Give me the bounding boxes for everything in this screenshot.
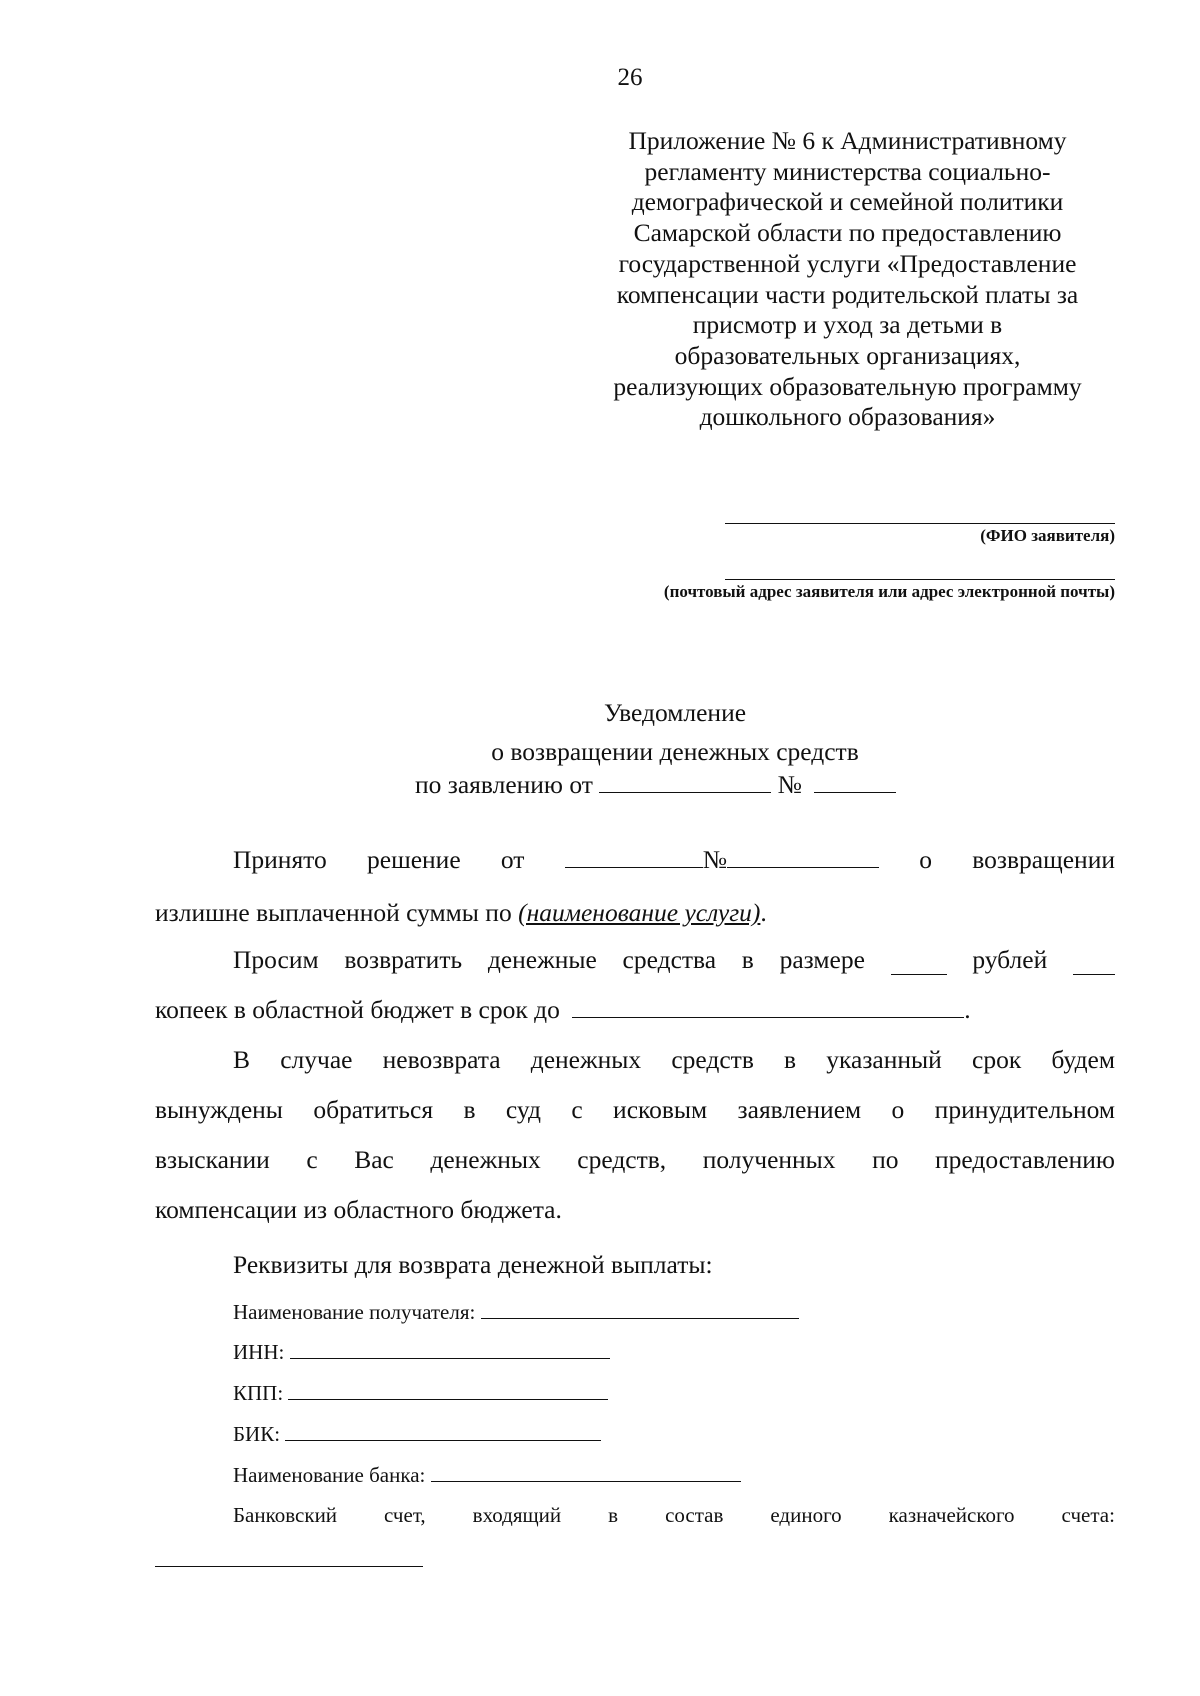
kopecks-blank bbox=[1073, 954, 1115, 975]
deadline-blank bbox=[572, 997, 964, 1018]
word: Банковский bbox=[233, 1503, 338, 1527]
paragraph-court-line2 bbox=[155, 1095, 1115, 1125]
word: Принято bbox=[233, 845, 327, 874]
word: с bbox=[306, 1145, 318, 1174]
word: решение bbox=[367, 845, 461, 874]
recipient-blank bbox=[481, 1302, 799, 1319]
period: . bbox=[964, 995, 971, 1024]
word: в bbox=[741, 945, 754, 974]
period: . bbox=[760, 898, 767, 927]
appendix-line: реализующих образовательную программу bbox=[613, 371, 1082, 401]
word: денежные bbox=[487, 945, 597, 974]
paragraph-decision-line2 bbox=[155, 898, 767, 928]
notice-title: Уведомление bbox=[603, 698, 747, 727]
word: невозврата bbox=[382, 1045, 501, 1074]
text: копеек в областной бюджет в срок до bbox=[155, 995, 560, 1024]
word: возвращении bbox=[972, 845, 1115, 874]
word: предоставлению bbox=[935, 1145, 1115, 1174]
appendix-line: государственной услуги «Предоставление bbox=[618, 248, 1077, 278]
word: средств bbox=[671, 1045, 754, 1074]
word: возвратить bbox=[344, 945, 463, 974]
application-number-blank bbox=[814, 772, 896, 793]
word: В bbox=[233, 1045, 251, 1074]
appendix-line: компенсации части родительской платы за bbox=[616, 279, 1079, 309]
kpp-blank bbox=[288, 1383, 608, 1400]
bank-blank bbox=[431, 1465, 741, 1482]
decision-date-blank bbox=[565, 847, 703, 868]
word: рублей bbox=[972, 945, 1048, 974]
number-sign: № bbox=[702, 845, 728, 874]
word: от bbox=[500, 845, 525, 874]
page-number: 26 bbox=[617, 64, 643, 91]
word: будем bbox=[1051, 1045, 1115, 1074]
application-date-blank bbox=[599, 772, 771, 793]
word: взыскании bbox=[155, 1145, 270, 1174]
word: казначейского bbox=[888, 1503, 1015, 1527]
bik-row bbox=[233, 1422, 601, 1447]
inn-blank bbox=[290, 1342, 610, 1359]
word: обратиться bbox=[313, 1095, 434, 1124]
word: в bbox=[784, 1045, 797, 1074]
appendix-line: дошкольного образования» bbox=[699, 402, 996, 432]
word: вынуждены bbox=[155, 1095, 283, 1124]
word: суд bbox=[505, 1095, 541, 1124]
appendix-header bbox=[575, 126, 1120, 433]
word: Просим bbox=[233, 945, 319, 974]
inn-label: ИНН: bbox=[233, 1340, 285, 1364]
notice-subtitle: о возвращении денежных средств bbox=[491, 737, 859, 766]
word: Вас bbox=[354, 1145, 394, 1174]
word: счета: bbox=[1061, 1503, 1115, 1527]
bank-row bbox=[233, 1463, 741, 1488]
service-name-placeholder: (наименование услуги) bbox=[518, 898, 761, 927]
word: принудительном bbox=[934, 1095, 1115, 1124]
appendix-line: Самарской области по предоставлению bbox=[633, 218, 1062, 248]
recipient-row bbox=[233, 1300, 799, 1325]
paragraph-court-line3 bbox=[155, 1145, 1115, 1175]
word: указанный bbox=[826, 1045, 942, 1074]
paragraph-decision-line1 bbox=[233, 845, 1115, 875]
notice-application-ref bbox=[415, 770, 896, 800]
word: счет, bbox=[384, 1503, 426, 1527]
inn-row bbox=[233, 1340, 610, 1365]
word: полученных bbox=[702, 1145, 836, 1174]
word: единого bbox=[770, 1503, 842, 1527]
word: входящий bbox=[472, 1503, 562, 1527]
paragraph-refund-line1 bbox=[233, 945, 1115, 975]
word: средств, bbox=[577, 1145, 667, 1174]
appendix-line: образовательных организациях, bbox=[674, 340, 1021, 370]
word: размере bbox=[779, 945, 865, 974]
word: о bbox=[891, 1095, 905, 1124]
word: средства bbox=[622, 945, 717, 974]
decision-number-blank bbox=[727, 847, 879, 868]
word: по bbox=[872, 1145, 899, 1174]
account-blank-line bbox=[155, 1566, 423, 1567]
decision-date-and-number bbox=[565, 845, 879, 875]
word: денежных bbox=[530, 1045, 642, 1074]
word: в bbox=[463, 1095, 476, 1124]
application-ref-prefix: по заявлению от bbox=[415, 770, 593, 799]
word: денежных bbox=[430, 1145, 541, 1174]
appendix-line: регламенту министерства социально- bbox=[644, 156, 1051, 186]
paragraph-court-line1 bbox=[233, 1045, 1115, 1075]
kpp-row bbox=[233, 1381, 608, 1406]
number-sign: № bbox=[777, 770, 803, 799]
word: случае bbox=[280, 1045, 353, 1074]
kpp-label: КПП: bbox=[233, 1381, 284, 1405]
paragraph-refund-line2 bbox=[155, 995, 971, 1025]
word: состав bbox=[665, 1503, 724, 1527]
text: излишне выплаченной суммы по bbox=[155, 898, 519, 927]
word: в bbox=[608, 1503, 619, 1527]
word: срок bbox=[972, 1045, 1022, 1074]
appendix-line: Приложение № 6 к Административному bbox=[628, 126, 1067, 155]
address-blank-line bbox=[725, 579, 1115, 580]
appendix-line: присмотр и уход за детьми в bbox=[692, 310, 1003, 340]
account-row bbox=[233, 1503, 1115, 1528]
bank-label: Наименование банка: bbox=[233, 1463, 426, 1487]
word: исковым bbox=[613, 1095, 708, 1124]
rubles-blank bbox=[891, 954, 947, 975]
word: о bbox=[919, 845, 933, 874]
fio-caption: (ФИО заявителя) bbox=[980, 526, 1115, 545]
fio-blank-line bbox=[725, 523, 1115, 524]
address-caption: (почтовый адрес заявителя или адрес электронной почты) bbox=[663, 582, 1115, 601]
requisites-heading: Реквизиты для возврата денежной выплаты: bbox=[233, 1250, 713, 1279]
bik-label: БИК: bbox=[233, 1422, 281, 1446]
bik-blank bbox=[285, 1424, 601, 1441]
word: заявлением bbox=[737, 1095, 862, 1124]
appendix-line: демографической и семейной политики bbox=[631, 187, 1064, 217]
word: с bbox=[571, 1095, 583, 1124]
paragraph-court-line4: компенсации из областного бюджета. bbox=[155, 1195, 562, 1224]
recipient-label: Наименование получателя: bbox=[233, 1300, 476, 1324]
